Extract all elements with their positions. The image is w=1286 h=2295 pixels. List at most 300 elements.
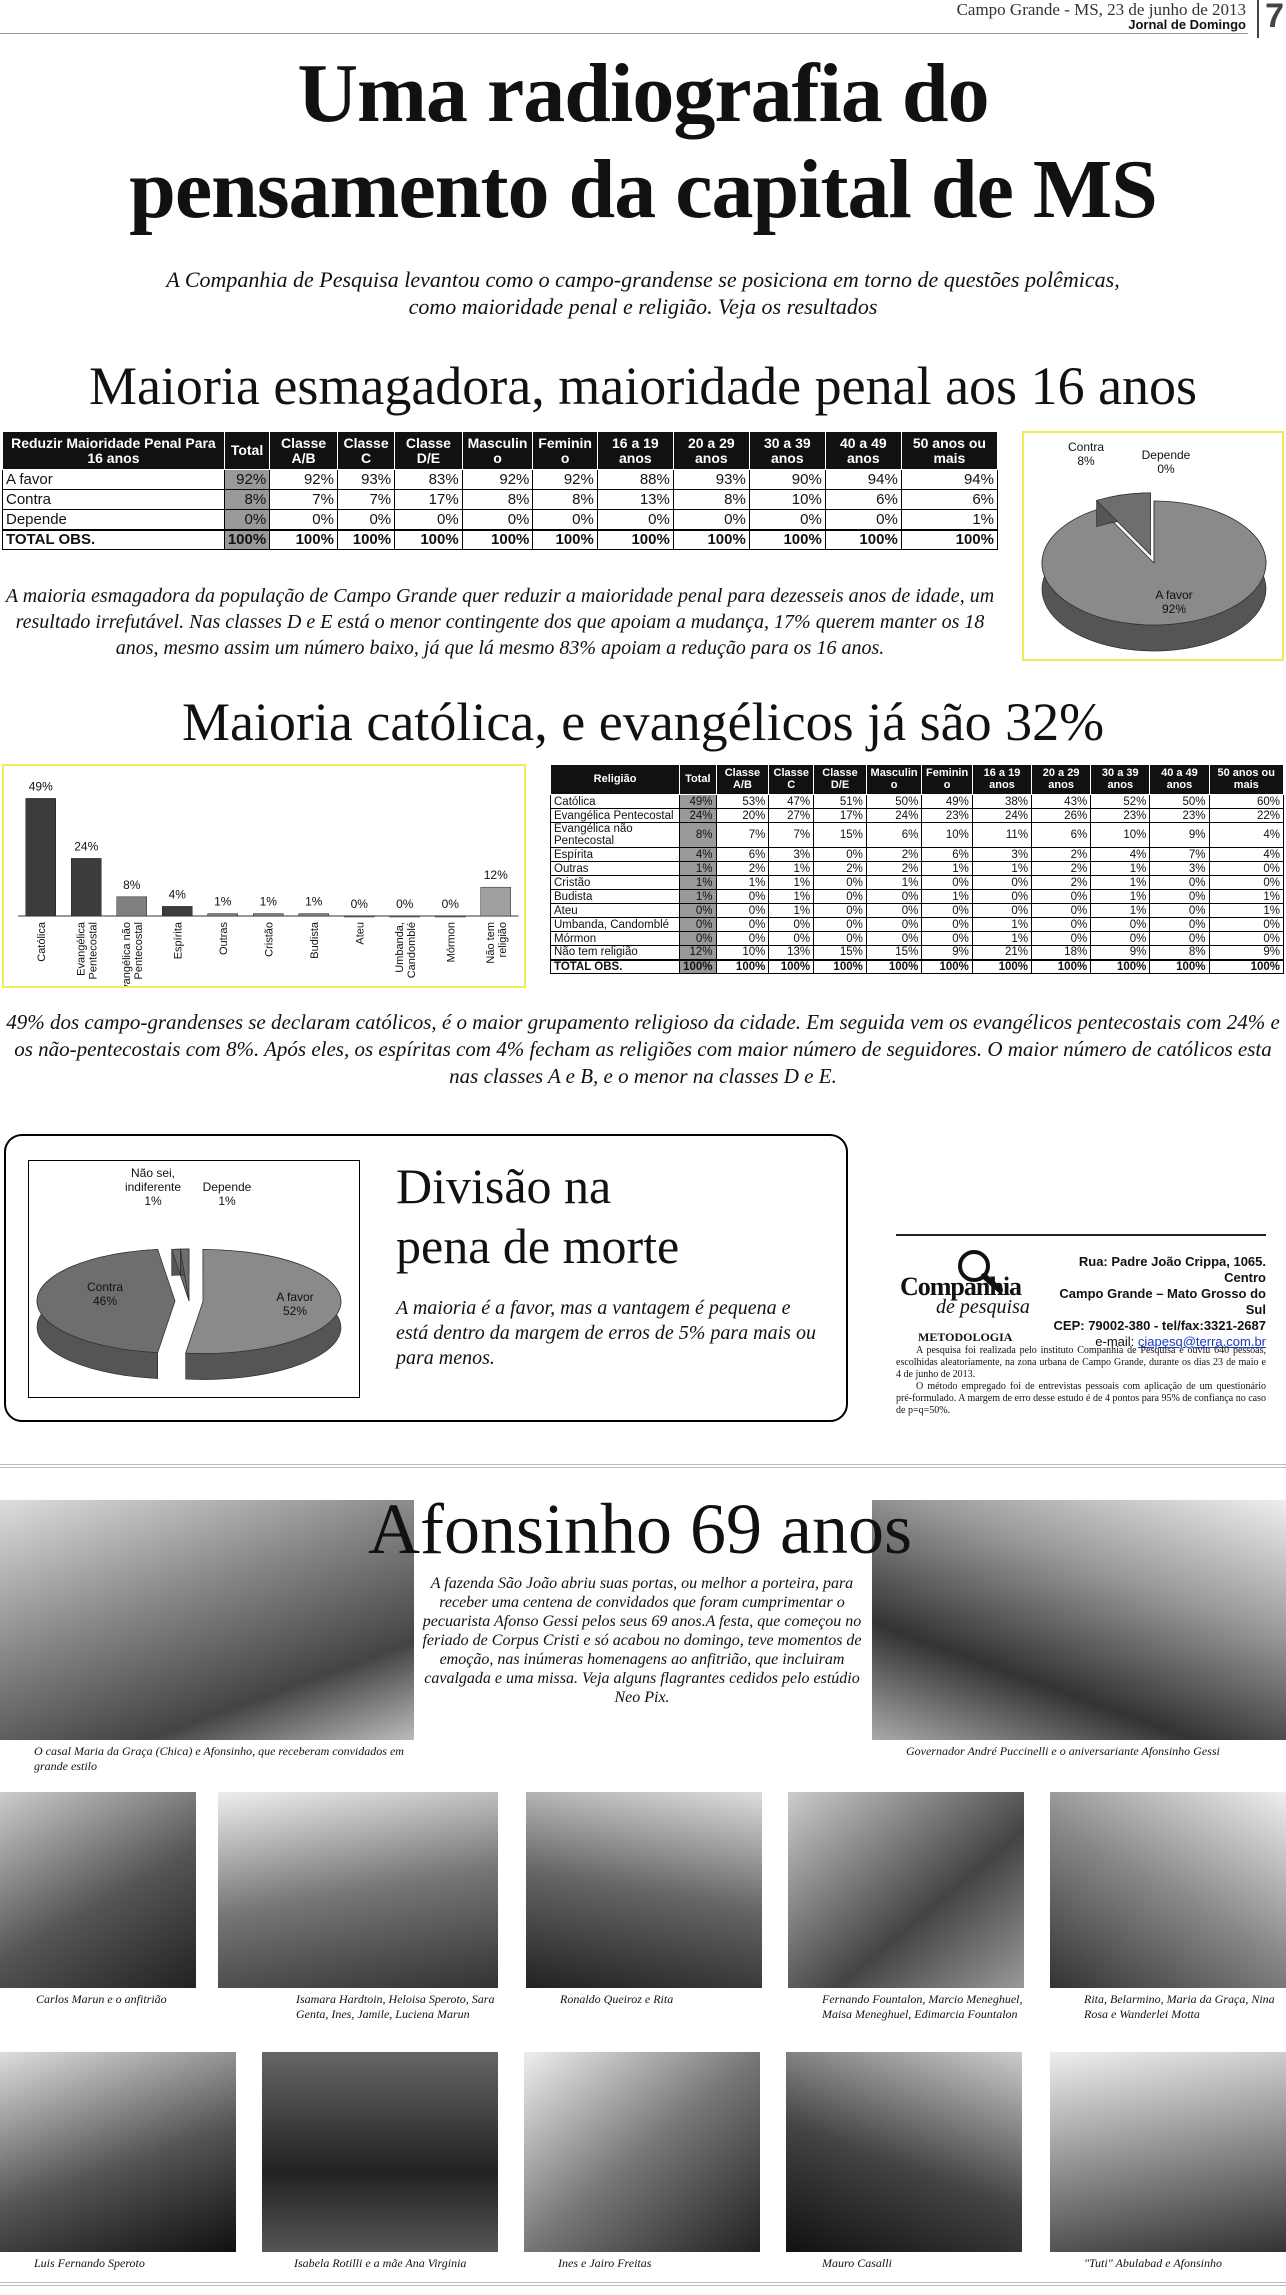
penal-table-header-cell: Total: [224, 432, 269, 470]
religion-table-cell: 100%: [922, 960, 973, 974]
religion-table-cell: 4%: [1091, 848, 1150, 862]
religion-table-cell: 17%: [814, 809, 867, 823]
religion-table-cell: 20%: [716, 809, 769, 823]
death-pie-data-label: 1%: [218, 1194, 236, 1208]
religion-table-cell: 6%: [716, 848, 769, 862]
penal-table-cell: 0%: [825, 510, 901, 530]
religion-table-cell: 0%: [769, 918, 814, 932]
religion-table-cell: 0%: [716, 918, 769, 932]
bar-category-label-line: Pentecostal: [87, 922, 100, 980]
company-rule: [896, 1234, 1266, 1236]
religion-table-cell: 0%: [1209, 932, 1283, 946]
religion-table-cell: 0%: [1150, 932, 1209, 946]
religion-table-cell: 12%: [680, 946, 716, 960]
religion-table-cell: 7%: [716, 823, 769, 848]
penal-table-cell: 100%: [337, 530, 394, 550]
photo-rita-group: [1050, 1792, 1286, 1988]
penal-table-header-cell: Feminin o: [533, 432, 597, 470]
religion-table-cell: 1%: [1091, 890, 1150, 904]
social-title: Afonsinho 69 anos: [368, 1489, 912, 1569]
section2-paragraph: 49% dos campo-grandenses se declaram católicos, é o maior grupamento religioso da cidade. Em seguida vem os evangélicos pentecostais com 24% e os não-pentecostais com 8%. Após eles, os espíritas com 4% fecham as religiões com maior número de seguidores. O maior número de católicos esta nas classes A e B, e o menor na classes D e E.: [6, 1010, 1280, 1088]
penal-table-cell: 100%: [224, 530, 269, 550]
religion-table-cell: TOTAL OBS.: [551, 960, 680, 974]
religion-table-cell: 2%: [814, 862, 867, 876]
religion-table-header-cell: 40 a 49 anos: [1150, 765, 1209, 795]
penal-pie-data-label: Contra: [1067, 440, 1105, 454]
penal-table-cell: 6%: [825, 490, 901, 510]
religion-table-header-cell: 20 a 29 anos: [1032, 765, 1091, 795]
religion-table-cell: 0%: [922, 876, 973, 890]
religion-table-cell: 38%: [972, 795, 1031, 809]
religion-table-cell: 0%: [1209, 862, 1283, 876]
penal-table-cell: 94%: [901, 470, 997, 490]
religion-table-cell: 0%: [972, 876, 1031, 890]
photo-isabela: [262, 2052, 498, 2252]
company-email-link[interactable]: ciapesq@terra.com.br: [1137, 1334, 1266, 1349]
bar-data-label: 12%: [483, 868, 508, 883]
penal-table-cell: 93%: [673, 470, 749, 490]
penal-table-cell: 1%: [901, 510, 997, 530]
company-city: Campo Grande – Mato Grosso do Sul: [1059, 1286, 1266, 1317]
penal-pie-data-label: 8%: [1077, 454, 1095, 468]
bar-data-label: 24%: [74, 839, 99, 854]
penal-pie-data-label: Depende: [1141, 448, 1191, 462]
religion-table-cell: 9%: [1209, 946, 1283, 960]
penal-table-cell: 8%: [533, 490, 597, 510]
bar-0: [26, 798, 56, 916]
religion-table-header-cell: Feminin o: [922, 765, 973, 795]
company-logo: [896, 1244, 1046, 1324]
religion-table-cell: 3%: [1150, 862, 1209, 876]
bar-category-label: Ateu: [354, 922, 367, 945]
bar-data-label: 1%: [259, 894, 277, 909]
header-rule: [0, 33, 1248, 34]
penal-table-row: [3, 530, 998, 550]
penal-table-cell: 0%: [533, 510, 597, 530]
religion-table-cell: 0%: [814, 932, 867, 946]
religion-table-cell: 1%: [1091, 862, 1150, 876]
religion-table-row: [551, 946, 1284, 960]
penal-table-header-cell: Masculin o: [462, 432, 533, 470]
section3-title-line1: Divisão na: [396, 1158, 612, 1214]
penal-table-cell: 10%: [749, 490, 825, 510]
religion-table-cell: 27%: [769, 809, 814, 823]
religion-table-cell: Umbanda, Candomblé: [551, 918, 680, 932]
penal-table-cell: 92%: [533, 470, 597, 490]
bar-category-label: Mórmon: [445, 922, 458, 963]
religion-table-cell: 23%: [1091, 809, 1150, 823]
bar-category-label-line: Evangélica: [75, 922, 88, 976]
penal-table-cell: 0%: [462, 510, 533, 530]
religion-table-header-cell: Classe C: [769, 765, 814, 795]
religion-table-cell: 1%: [769, 876, 814, 890]
penal-table-cell: 100%: [533, 530, 597, 550]
religion-table-cell: 100%: [1150, 960, 1209, 974]
religion-table-cell: 2%: [1032, 862, 1091, 876]
death-pie-data-label: 1%: [144, 1194, 162, 1208]
religion-table-cell: 1%: [1209, 890, 1283, 904]
religion-table-cell: 0%: [1150, 904, 1209, 918]
religion-table-cell: 2%: [716, 862, 769, 876]
religion-table-cell: 6%: [922, 848, 973, 862]
religion-table-cell: 24%: [972, 809, 1031, 823]
penal-table-cell: 17%: [395, 490, 463, 510]
photo-group-women: [218, 1792, 498, 1988]
religion-table-cell: 10%: [716, 946, 769, 960]
penal-table-row: [3, 510, 998, 530]
caption-9: Isabela Rotilli e a mãe Ana Virginia: [294, 2256, 467, 2270]
caption-7: Rita, Belarmino, Maria da Graça, Nina Rosa e Wanderlei Motta: [1084, 1992, 1275, 2021]
penal-table-cell: 0%: [337, 510, 394, 530]
penal-table-cell: 100%: [597, 530, 673, 550]
bar-data-label: 1%: [214, 894, 232, 909]
penal-table-cell: 100%: [901, 530, 997, 550]
religion-table-cell: 100%: [1209, 960, 1283, 974]
religion-table-cell: 1%: [1091, 876, 1150, 890]
death-penalty-pie-chart: [28, 1160, 360, 1398]
religion-table-cell: Católica: [551, 795, 680, 809]
caption-4: Isamara Hardtoin, Heloisa Speroto, Sara Genta, Ines, Jamile, Luciena Marun: [296, 1992, 495, 2021]
religion-table-cell: 4%: [1209, 823, 1283, 848]
religion-table-cell: 1%: [922, 890, 973, 904]
penal-table-cell: 0%: [673, 510, 749, 530]
religion-table-cell: 15%: [814, 823, 867, 848]
religion-table-cell: 1%: [680, 862, 716, 876]
religion-table-cell: 15%: [814, 946, 867, 960]
religion-table-cell: Evangélica não Pentecostal: [551, 823, 680, 848]
religion-table-cell: 0%: [1032, 904, 1091, 918]
religion-table-cell: 0%: [1091, 918, 1150, 932]
religion-table-cell: 0%: [680, 932, 716, 946]
religion-table-cell: 47%: [769, 795, 814, 809]
religion-table-cell: 0%: [1209, 876, 1283, 890]
religion-table-cell: 60%: [1209, 795, 1283, 809]
religion-table-cell: 0%: [1209, 918, 1283, 932]
penal-table-cell: 92%: [224, 470, 269, 490]
religion-table-cell: 3%: [972, 848, 1031, 862]
penal-table-cell: 100%: [270, 530, 338, 550]
religion-table-header-cell: Total: [680, 765, 716, 795]
photo-fountalon: [788, 1792, 1024, 1988]
bar-data-label: 0%: [396, 897, 414, 911]
death-pie-data-label: indiferente: [124, 1180, 182, 1194]
religion-table-cell: 21%: [972, 946, 1031, 960]
religion-table-header-cell: Classe D/E: [814, 765, 867, 795]
penal-table-cell: 8%: [462, 490, 533, 510]
religion-table-cell: 2%: [1032, 848, 1091, 862]
logo-text-line2: de pesquisa: [936, 1296, 1030, 1318]
religion-table-cell: 8%: [680, 823, 716, 848]
religion-table-cell: 100%: [1091, 960, 1150, 974]
religion-table-cell: 0%: [716, 890, 769, 904]
religion-table-cell: 2%: [1032, 876, 1091, 890]
religion-table-cell: 0%: [1032, 918, 1091, 932]
bar-category-label: [394, 922, 418, 978]
death-pie-data-label: A favor: [276, 1290, 314, 1304]
bar-data-label: 4%: [168, 887, 186, 902]
religion-table-cell: 11%: [972, 823, 1031, 848]
company-cep: CEP: 79002-380 - tel/fax:3321-2687: [1053, 1318, 1266, 1333]
page-number: 7: [1257, 0, 1284, 38]
bar-data-label: 8%: [123, 877, 141, 892]
header-paper-name: Jornal de Domingo: [1128, 17, 1246, 32]
penal-table-cell: A favor: [3, 470, 225, 490]
religion-table-cell: 0%: [866, 932, 921, 946]
company-address: Rua: Padre João Crippa, 1065. Centro: [1078, 1254, 1266, 1285]
religion-table-cell: 1%: [972, 862, 1031, 876]
religion-table-cell: 1%: [1209, 904, 1283, 918]
bar-category-label-line: Umbanda,: [393, 922, 406, 973]
photo-ines-jairo: [524, 2052, 760, 2252]
penal-table-cell: 6%: [901, 490, 997, 510]
penal-table-cell: 0%: [224, 510, 269, 530]
caption-10: Ines e Jairo Freitas: [558, 2256, 652, 2270]
bar-2: [117, 897, 147, 916]
penal-table-cell: 94%: [825, 470, 901, 490]
penal-table-row: [3, 490, 998, 510]
caption-11: Mauro Casalli: [822, 2256, 892, 2270]
religion-table-cell: 18%: [1032, 946, 1091, 960]
photo-mauro-casalli: [786, 2052, 1022, 2252]
penal-table-cell: 8%: [673, 490, 749, 510]
penal-table-cell: 92%: [270, 470, 338, 490]
bar-data-label: 0%: [350, 897, 368, 911]
penal-table-header-cell: 40 a 49 anos: [825, 432, 901, 470]
religion-table-cell: 9%: [1150, 823, 1209, 848]
penal-table-cell: 93%: [337, 470, 394, 490]
religion-table-header-cell: 50 anos ou mais: [1209, 765, 1283, 795]
bar-data-label: 0%: [441, 897, 459, 911]
religion-table-cell: 0%: [814, 890, 867, 904]
religion-table-cell: 0%: [1150, 890, 1209, 904]
penal-table-header-cell: 20 a 29 anos: [673, 432, 749, 470]
religion-table-row: [551, 823, 1284, 848]
death-pie-data-label: Contra: [86, 1280, 124, 1294]
bar-7: [344, 916, 374, 917]
religion-table-cell: 0%: [1150, 876, 1209, 890]
death-pie-data-label: 46%: [92, 1294, 118, 1308]
penal-pie-data-label: A favor: [1155, 588, 1193, 602]
religion-table-cell: 100%: [972, 960, 1031, 974]
methodology-p2: O método empregado foi de entrevistas pessoais com aplicação de um questionário pré-formulado. A margem de erro desse estudo é de 4 pontos para 95% de confiança no caso de p=q=50%.: [896, 1381, 1266, 1416]
religion-table-cell: 2%: [866, 848, 921, 862]
bar-9: [435, 916, 465, 917]
religion-table-cell: 1%: [769, 862, 814, 876]
photo-luis-fernando: [0, 2052, 236, 2252]
religion-table-row: [551, 876, 1284, 890]
religion-table-cell: Ateu: [551, 904, 680, 918]
religion-table-cell: 9%: [922, 946, 973, 960]
religion-table-row: [551, 932, 1284, 946]
bar-category-label: Espírita: [172, 922, 185, 960]
religion-table-header-cell: 16 a 19 anos: [972, 765, 1031, 795]
religion-table-cell: 0%: [769, 932, 814, 946]
penal-table-cell: 83%: [395, 470, 463, 490]
religion-table-cell: 7%: [769, 823, 814, 848]
bar-10: [481, 887, 511, 916]
penal-table-cell: Contra: [3, 490, 225, 510]
religion-table-cell: 0%: [972, 890, 1031, 904]
social-intro: A fazenda São João abriu suas portas, ou melhor a porteira, para receber uma centena de convidados que foram cumprimentar o pecuarista Afonso Gessi pelos seus 69 anos.A festa, que começou no feriado de Corpus Cristi e só acabou no domingo, teve momentos de emoção, nas inúmeras homenagens ao anfitrião, que incluiram cavalgada e uma missa. Veja alguns flagrantes cedidos pelo estúdio Neo Pix.: [422, 1575, 862, 1706]
caption-2: Governador André Puccinelli e o aniversariante Afonsinho Gessi: [906, 1744, 1220, 1758]
religion-table-cell: 0%: [866, 890, 921, 904]
religion-table-cell: 1%: [922, 862, 973, 876]
religion-table-cell: 0%: [716, 932, 769, 946]
religion-table-cell: Mórmon: [551, 932, 680, 946]
methodology-title: METODOLOGIA: [918, 1330, 1013, 1344]
religion-table-cell: 1%: [680, 876, 716, 890]
religion-table-cell: 53%: [716, 795, 769, 809]
photo-tuti: [1050, 2052, 1286, 2252]
death-pie-data-label: Depende: [202, 1180, 252, 1194]
bar-6: [299, 914, 329, 916]
methodology-p1: A pesquisa foi realizada pelo instituto Companhia de Pesquisa e ouviu 640 pessoas, escolhidas aleatoriamente, na zona urbana de Campo Grande, durante os dias 23 de maio e 4 de junho de 2013.: [896, 1345, 1266, 1380]
religion-table-cell: 100%: [716, 960, 769, 974]
religion-table-cell: 0%: [972, 904, 1031, 918]
methodology-block: [896, 1330, 1266, 1417]
religion-table-cell: 1%: [1091, 904, 1150, 918]
religion-table-row: [551, 904, 1284, 918]
religion-table-cell: 0%: [866, 918, 921, 932]
penal-pie-data-label: 92%: [1161, 602, 1187, 616]
religion-table-cell: 1%: [866, 876, 921, 890]
penal-table-header-cell: 50 anos ou mais: [901, 432, 997, 470]
religion-bar-chart: [2, 764, 526, 988]
religion-table-cell: 50%: [1150, 795, 1209, 809]
religion-table-cell: 8%: [1150, 946, 1209, 960]
penal-pie-chart: [1022, 431, 1284, 661]
religion-table-cell: Não tem religião: [551, 946, 680, 960]
religion-table-header-cell: Masculin o: [866, 765, 921, 795]
religion-table-header-cell: Religião: [551, 765, 680, 795]
religion-table-cell: 6%: [866, 823, 921, 848]
religion-table-cell: 10%: [922, 823, 973, 848]
penal-table-cell: 7%: [337, 490, 394, 510]
religion-table-cell: 0%: [1150, 918, 1209, 932]
religion-table-cell: 4%: [1209, 848, 1283, 862]
bar-1: [71, 858, 101, 916]
penal-table-cell: 0%: [395, 510, 463, 530]
religion-table-cell: Cristão: [551, 876, 680, 890]
religion-table-cell: 49%: [922, 795, 973, 809]
caption-1: O casal Maria da Graça (Chica) e Afonsinho, que receberam convidados em grande estilo: [34, 1744, 404, 1773]
religion-table-cell: Espírita: [551, 848, 680, 862]
penal-table: [2, 431, 998, 550]
penal-table-cell: 100%: [749, 530, 825, 550]
bar-category-label-line: Não tem: [484, 922, 497, 964]
penal-pie-data-label: 0%: [1157, 462, 1175, 476]
religion-table-cell: Evangélica Pentecostal: [551, 809, 680, 823]
penal-table-cell: 7%: [270, 490, 338, 510]
religion-table-cell: 1%: [972, 918, 1031, 932]
religion-table-cell: 0%: [680, 904, 716, 918]
religion-table-cell: 24%: [680, 809, 716, 823]
section3-title-line2: pena de morte: [396, 1218, 680, 1274]
religion-table-cell: 0%: [922, 932, 973, 946]
religion-table-header-cell: 30 a 39 anos: [1091, 765, 1150, 795]
religion-table-cell: 13%: [769, 946, 814, 960]
penal-table-cell: 0%: [597, 510, 673, 530]
penal-table-cell: 100%: [825, 530, 901, 550]
penal-table-cell: 13%: [597, 490, 673, 510]
religion-table-cell: 0%: [716, 904, 769, 918]
bar-category-label-line: Pentecostal: [132, 922, 145, 980]
religion-table-cell: 1%: [769, 904, 814, 918]
section2-title: Maioria católica, e evangélicos já são 32%: [181, 692, 1105, 752]
bar-category-label-line: Evangélica não: [120, 922, 133, 986]
religion-table: [550, 764, 1284, 974]
bar-category-label: [75, 921, 99, 979]
penal-table-cell: 0%: [749, 510, 825, 530]
penal-table-cell: TOTAL OBS.: [3, 530, 225, 550]
bar-category-label: Cristão: [263, 922, 276, 957]
religion-table-cell: 0%: [866, 904, 921, 918]
bar-data-label: 1%: [305, 894, 323, 909]
bar-category-label: Outras: [217, 922, 230, 956]
religion-table-cell: 1%: [769, 890, 814, 904]
penal-table-cell: 100%: [395, 530, 463, 550]
religion-table-cell: 0%: [1032, 932, 1091, 946]
religion-table-cell: 100%: [866, 960, 921, 974]
penal-table-header-cell: Classe A/B: [270, 432, 338, 470]
religion-table-row: [551, 960, 1284, 974]
religion-table-row: [551, 918, 1284, 932]
religion-table-cell: 49%: [680, 795, 716, 809]
religion-table-cell: 0%: [814, 876, 867, 890]
religion-table-cell: 51%: [814, 795, 867, 809]
religion-table-row: [551, 848, 1284, 862]
caption-8: Luis Fernando Speroto: [34, 2256, 145, 2270]
religion-table-cell: Budista: [551, 890, 680, 904]
religion-table-cell: 0%: [814, 918, 867, 932]
religion-table-cell: 0%: [1032, 890, 1091, 904]
religion-table-row: [551, 809, 1284, 823]
penal-table-header-cell: 16 a 19 anos: [597, 432, 673, 470]
religion-table-cell: 52%: [1091, 795, 1150, 809]
religion-table-cell: 1%: [716, 876, 769, 890]
religion-table-cell: 100%: [1032, 960, 1091, 974]
penal-table-cell: 90%: [749, 470, 825, 490]
caption-5: Ronaldo Queiroz e Rita: [560, 1992, 674, 2006]
caption-6: Fernando Fountalon, Marcio Meneghuel, Maisa Meneghuel, Edimarcia Fountalon: [822, 1992, 1023, 2021]
penal-table-cell: 100%: [462, 530, 533, 550]
religion-table-cell: Outras: [551, 862, 680, 876]
religion-table-cell: 3%: [769, 848, 814, 862]
bar-8: [390, 916, 420, 917]
religion-table-cell: 15%: [866, 946, 921, 960]
bar-3: [162, 906, 192, 916]
religion-table-cell: 0%: [922, 918, 973, 932]
penal-table-cell: 0%: [270, 510, 338, 530]
religion-table-cell: 100%: [769, 960, 814, 974]
religion-table-cell: 22%: [1209, 809, 1283, 823]
bar-category-label-line: religião: [496, 922, 509, 958]
religion-table-header-cell: Classe A/B: [716, 765, 769, 795]
bar-category-label: [485, 922, 509, 964]
religion-table-cell: 0%: [814, 904, 867, 918]
religion-table-cell: 1%: [680, 890, 716, 904]
religion-table-cell: 9%: [1091, 946, 1150, 960]
bar-category-label: Budista: [308, 922, 321, 959]
religion-table-row: [551, 890, 1284, 904]
religion-table-cell: 23%: [922, 809, 973, 823]
religion-table-cell: 2%: [866, 862, 921, 876]
penal-table-cell: 8%: [224, 490, 269, 510]
photo-ronaldo-rita: [526, 1792, 762, 1988]
photo-carlos-marun: [0, 1792, 196, 1988]
penal-table-header-cell: 30 a 39 anos: [749, 432, 825, 470]
logo-text-line1: Companhia: [900, 1272, 1022, 1301]
